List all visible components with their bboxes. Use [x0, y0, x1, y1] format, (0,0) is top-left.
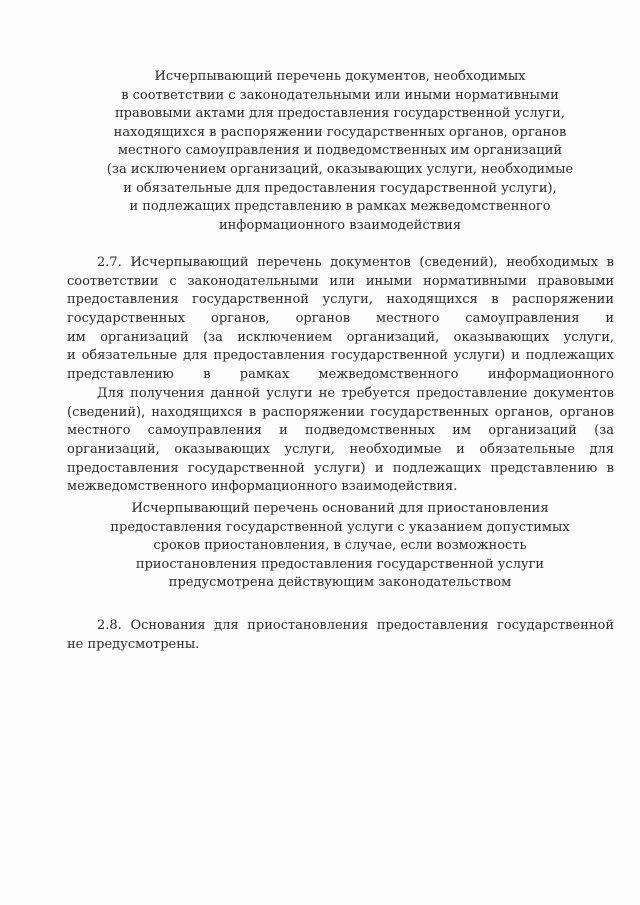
- heading-line: сроков приостановления, в случае, если возможность: [153, 538, 527, 554]
- paragraph-line: государственных органов, органов местного самоуправления и: [67, 311, 614, 327]
- paragraph-line: (сведений), находящихся в распоряжении государственных органов, органов: [67, 404, 614, 420]
- paragraph-line: местного самоуправления и подведомственных им организаций (за: [67, 423, 614, 439]
- section-heading-documents: [60, 68, 620, 235]
- heading-line: находящихся в распоряжении государственных органов, органов: [113, 124, 567, 140]
- heading-line: и подлежащих представлению в рамках межведомственного: [129, 199, 551, 215]
- heading-line: в соответствии с законодательными или иными нормативными: [121, 87, 559, 103]
- paragraph-line: 2.7. Исчерпывающий перечень документов (сведений), необходимых в: [97, 255, 614, 270]
- heading-line: Исчерпывающий перечень документов, необходимых: [154, 69, 526, 84]
- heading-line: информационного взаимодействия: [218, 217, 462, 233]
- paragraph-2-7: [67, 254, 614, 497]
- paragraph-line: соответствии с законодательными или иными нормативными правовыми: [67, 273, 614, 289]
- paragraph-line: межведомственного информационного взаимодействия.: [67, 479, 458, 495]
- paragraph-line: предоставления государственной услуги) и подлежащих представлению в: [67, 460, 614, 476]
- heading-line: правовыми актами для предоставления государственной услуги,: [115, 106, 565, 122]
- section-heading-suspension: [60, 500, 620, 593]
- paragraph-line: им организаций (за исключением организаций, оказывающих услуги,: [67, 329, 614, 345]
- heading-line: Исчерпывающий перечень оснований для приостановления: [131, 501, 549, 516]
- heading-line: (за исключением организаций, оказывающих услуги, необходимые: [106, 161, 574, 177]
- paragraph-line: Для получения данной услуги не требуется предоставление документов: [97, 385, 614, 401]
- heading-line: предоставления государственной услуги с указанием допустимых: [110, 519, 570, 535]
- paragraph-line: 2.8. Основания для приостановления предоставления государственной: [97, 618, 614, 633]
- heading-line: приостановления предоставления государственной услуги: [135, 556, 545, 572]
- paragraph-line: предоставления государственной услуги, находящихся в распоряжении: [67, 292, 614, 308]
- paragraph-line: организаций, оказывающих услуги, необходимые и обязательные для: [67, 441, 614, 457]
- heading-line: предусмотрена действующим законодательством: [168, 575, 512, 591]
- paragraph-2-8: [67, 617, 614, 654]
- heading-line: местного самоуправления и подведомственных им организаций: [117, 143, 563, 159]
- paragraph-line: представлению в рамках межведомственного информационного: [67, 367, 614, 383]
- paragraph-line: и обязательные для предоставления государственной услуги) и подлежащих: [67, 348, 614, 364]
- heading-line: и обязательные для предоставления государственной услуги),: [123, 180, 557, 196]
- paragraph-line: не предусмотрены.: [67, 636, 200, 652]
